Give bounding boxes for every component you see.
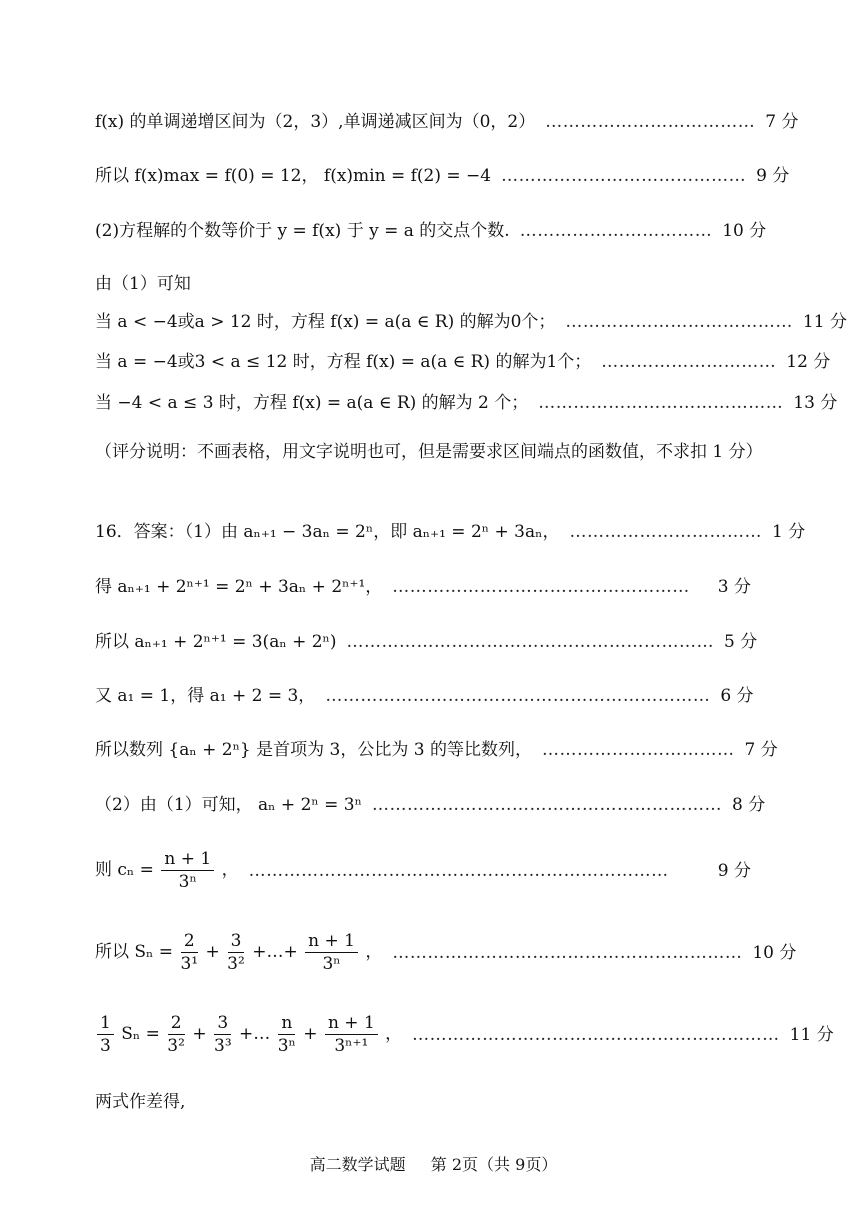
third-term-2 xyxy=(214,1012,232,1057)
leader-dots: …………………………………………………… xyxy=(371,795,722,815)
sn-prefix: 所以 Sₙ = xyxy=(95,942,174,962)
third-sn-prefix: Sₙ = xyxy=(121,1024,160,1044)
score: 11 分 xyxy=(789,1024,834,1045)
fraction-denominator: 3ⁿ⁺¹ xyxy=(334,1036,369,1056)
line-5 xyxy=(95,310,847,334)
fraction-denominator: 3ⁿ xyxy=(178,872,197,892)
plus-sign: + xyxy=(205,942,220,962)
score: 13 分 xyxy=(793,393,838,413)
line-2 xyxy=(95,164,790,188)
score: 10 分 xyxy=(752,942,797,963)
fraction-denominator: 3¹ xyxy=(180,954,199,974)
leader-dots: …………………………………………… xyxy=(392,577,690,597)
line-6 xyxy=(95,350,831,374)
score: 6 分 xyxy=(720,686,754,706)
line-7 xyxy=(95,391,838,415)
leader-dots: ……………………………………………………… xyxy=(412,1024,780,1045)
leader-dots: …………………………………… xyxy=(501,166,747,186)
fraction-denominator: 3ⁿ xyxy=(322,954,341,974)
q16-line-4 xyxy=(95,684,754,708)
third-term-1 xyxy=(167,1012,185,1057)
leader-dots: ………………………………… xyxy=(565,312,793,332)
sn-term-1 xyxy=(180,930,198,975)
q16-line-3-text: 所以 aₙ₊₁ + 2ⁿ⁺¹ = 3(aₙ + 2ⁿ) xyxy=(95,632,337,652)
grading-note: （评分说明：不画表格，用文字说明也可，但是需要求区间端点的函数值，不求扣 1 分） xyxy=(95,442,763,462)
q16-line-1-text: 16．答案：（1）由 aₙ₊₁ − 3aₙ = 2ⁿ，即 aₙ₊₁ = 2ⁿ + 3aₙ， xyxy=(95,522,560,542)
fraction-denominator: 3³ xyxy=(214,1036,232,1056)
fraction-numerator: 2 xyxy=(168,1012,185,1035)
cn-fraction xyxy=(161,848,214,893)
fraction-denominator: 3² xyxy=(227,954,245,974)
fraction-numerator: n + 1 xyxy=(325,1012,378,1035)
q16-line-5 xyxy=(95,738,778,762)
line-3-text: (2)方程解的个数等价于 y = f(x) 于 y = a 的交点个数. xyxy=(95,221,510,241)
page-footer xyxy=(0,1152,867,1175)
leader-dots: ………………………… xyxy=(601,352,777,372)
q16-line-1 xyxy=(95,520,806,544)
score: 10 分 xyxy=(722,221,767,241)
cn-suffix: ， xyxy=(221,860,239,880)
plus-sign: + xyxy=(303,1024,318,1044)
leader-dots: ……………………………… xyxy=(545,112,756,132)
score: 8 分 xyxy=(731,795,766,815)
line-6-text: 当 a = −4或3 < a ≤ 12 时，方程 f(x) = a(a ∈ R) 的解为1个； xyxy=(95,352,592,372)
third-term-3 xyxy=(278,1012,296,1057)
fraction-numerator: 1 xyxy=(97,1012,114,1035)
line-1 xyxy=(95,110,799,134)
line-3 xyxy=(95,219,767,243)
ellipsis-plus: +… xyxy=(239,1024,271,1044)
third-sn-line xyxy=(95,1012,834,1057)
line-7-text: 当 −4 < a ≤ 3 时，方程 f(x) = a(a ∈ R) 的解为 2 个； xyxy=(95,393,529,413)
fraction-numerator: n + 1 xyxy=(305,930,358,953)
leader-dots: ……………………………………………………… xyxy=(346,632,715,652)
third-term-4 xyxy=(325,1012,378,1057)
fraction-numerator: 3 xyxy=(214,1012,231,1035)
sn-term-3 xyxy=(305,930,358,975)
fraction-denominator: 3² xyxy=(167,1036,185,1056)
third-sn-suffix: ， xyxy=(385,1024,403,1044)
line-1-text: f(x) 的单调递增区间为（2，3）,单调递减区间为（0，2） xyxy=(95,112,536,132)
q16-line-2-text: 得 aₙ₊₁ + 2ⁿ⁺¹ = 2ⁿ + 3aₙ + 2ⁿ⁺¹， xyxy=(95,577,383,597)
cn-line xyxy=(95,848,751,893)
fraction-denominator: 3ⁿ xyxy=(277,1036,296,1056)
score: 3 分 xyxy=(717,577,751,597)
score: 5 分 xyxy=(724,632,758,652)
fraction-denominator: 3 xyxy=(100,1036,111,1056)
q16-line-5-text: 所以数列 {aₙ + 2ⁿ} 是首项为 3，公比为 3 的等比数列， xyxy=(95,740,532,760)
line-4 xyxy=(95,272,191,296)
score: 11 分 xyxy=(802,312,847,332)
sn-formula xyxy=(95,930,382,975)
sn-term-2 xyxy=(227,930,245,975)
footer-title: 高二数学试题 xyxy=(309,1155,406,1174)
cn-formula xyxy=(95,848,239,893)
leader-dots: …………………………………………………… xyxy=(392,942,743,963)
fraction-numerator: 2 xyxy=(181,930,198,953)
leader-dots: ……………………………………………………………… xyxy=(248,860,669,881)
score: 9 分 xyxy=(717,860,751,881)
ellipsis-plus: +…+ xyxy=(252,942,298,962)
leader-dots: …………………………………… xyxy=(538,393,784,413)
score: 7 分 xyxy=(765,112,799,132)
line-4-text: 由（1）可知 xyxy=(95,274,191,294)
sn-line xyxy=(95,930,797,975)
line-5-text: 当 a < −4或a > 12 时，方程 f(x) = a(a ∈ R) 的解为0个； xyxy=(95,312,556,332)
one-third xyxy=(97,1012,114,1057)
q16-line-3 xyxy=(95,630,758,654)
leader-dots: …………………………… xyxy=(542,740,735,760)
difference-line: 两式作差得, xyxy=(95,1092,186,1112)
leader-dots: …………………………… xyxy=(519,221,713,241)
leader-dots: ………………………………………………………… xyxy=(325,686,711,706)
footer-page: 第 2页（共 9页） xyxy=(430,1155,558,1174)
score: 12 分 xyxy=(786,352,831,372)
score: 9 分 xyxy=(756,166,790,186)
third-sn-formula xyxy=(95,1012,402,1057)
score: 1 分 xyxy=(771,522,806,542)
score: 7 分 xyxy=(744,740,778,760)
fraction-numerator: n + 1 xyxy=(161,848,214,871)
leader-dots: …………………………… xyxy=(569,522,762,542)
fraction-numerator: 3 xyxy=(228,930,245,953)
plus-sign: + xyxy=(192,1024,207,1044)
q16-line-4-text: 又 a₁ = 1，得 a₁ + 2 = 3， xyxy=(95,686,316,706)
cn-prefix: 则 cₙ = xyxy=(95,860,154,880)
q16-line-2 xyxy=(95,575,751,599)
line-2-text: 所以 f(x)max = f(0) = 12， f(x)min = f(2) = −4 xyxy=(95,166,492,186)
q16-line-6 xyxy=(95,793,766,817)
q16-line-6-text: （2）由（1）可知， aₙ + 2ⁿ = 3ⁿ xyxy=(95,795,362,815)
fraction-numerator: n xyxy=(278,1012,295,1035)
sn-suffix: ， xyxy=(365,942,383,962)
